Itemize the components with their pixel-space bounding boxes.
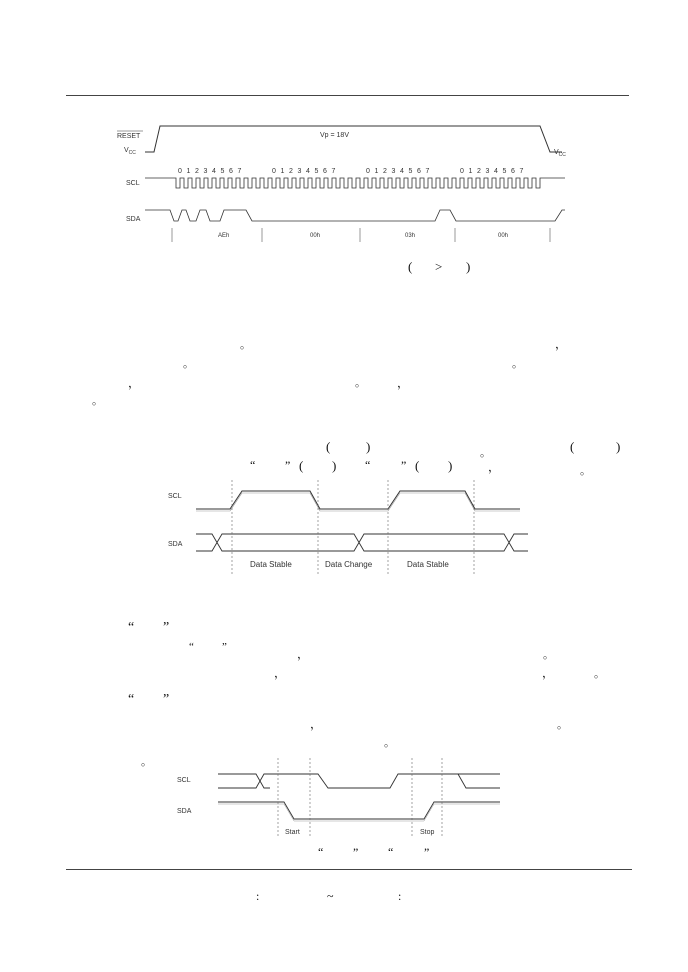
bit-number: 3 <box>203 168 208 175</box>
bit-number: 7 <box>331 168 336 175</box>
reset-trace <box>145 126 562 152</box>
punct: ， <box>397 376 410 390</box>
punct: ” <box>285 458 291 472</box>
punct: ， <box>488 460 501 474</box>
punct: ) <box>448 458 453 473</box>
header-rule <box>66 95 629 96</box>
sda-trace <box>218 802 500 819</box>
punct: 。 <box>594 668 605 680</box>
bit-number: 4 <box>400 168 404 175</box>
scl-label: SCL <box>177 777 191 784</box>
start-stop-diagram <box>160 758 520 844</box>
segment-label: 03h <box>405 233 416 239</box>
bit-number: 2 <box>195 168 199 175</box>
bit-number: 5 <box>314 168 319 175</box>
start-label: Start <box>285 829 300 836</box>
punct: 。 <box>92 395 103 407</box>
segment-label: 00h <box>310 233 321 239</box>
bit-number: 2 <box>383 168 387 175</box>
bit-number: 7 <box>237 168 242 175</box>
punct: “ <box>128 620 135 635</box>
punct: ( <box>299 458 304 473</box>
bit-number: 2 <box>477 168 481 175</box>
segment-label: 00h <box>498 233 509 239</box>
programming-timing-diagram <box>110 118 580 248</box>
bit-number: 3 <box>297 168 302 175</box>
bit-number: 0 <box>272 168 276 175</box>
bit-number: 2 <box>289 168 293 175</box>
stop-label: Stop <box>420 829 435 836</box>
caption-char: ” <box>424 845 430 859</box>
bit-number: 7 <box>519 168 524 175</box>
scl-label: SCL <box>168 493 182 500</box>
scl-label: SCL <box>126 180 140 187</box>
punct: 。 <box>183 358 194 370</box>
footer-char: ~ <box>327 889 334 903</box>
caption-char: “ <box>388 845 394 859</box>
punct: ， <box>128 376 141 390</box>
punct: 。 <box>580 465 591 477</box>
punct: ( <box>326 439 331 454</box>
punct: ” <box>163 620 170 635</box>
punct: ， <box>310 717 323 731</box>
vp-label: Vp = 18V <box>320 132 349 139</box>
bit-number: 4 <box>494 168 498 175</box>
punct: 。 <box>480 447 491 459</box>
region-label: Data Stable <box>407 560 449 569</box>
bit-number: 3 <box>485 168 490 175</box>
vcc-right-label: $V_{CC}$ <box>554 149 566 158</box>
bit-number: 6 <box>417 168 421 175</box>
sda-label: SDA <box>168 541 183 548</box>
caption-char: “ <box>318 845 324 859</box>
punct: ) <box>366 439 371 454</box>
punct: ， <box>297 647 310 661</box>
bit-number-group <box>178 168 524 175</box>
bit-number: 4 <box>212 168 216 175</box>
vcc-left-label: $V_{CC}$ <box>124 147 136 156</box>
footer-char: : <box>398 889 402 903</box>
punct: “ <box>189 641 194 653</box>
punct: 。 <box>384 737 395 749</box>
bit-number: 6 <box>229 168 233 175</box>
scl-trace <box>196 491 520 509</box>
scl-trace-b <box>218 774 500 788</box>
caption-char: ( <box>408 259 413 274</box>
footer-rule <box>66 869 632 870</box>
punct: ， <box>555 337 568 351</box>
scl-trace <box>145 178 565 188</box>
punct: ” <box>163 692 170 707</box>
sda-trace-shadow <box>218 804 500 821</box>
bit-number: 6 <box>323 168 327 175</box>
punct: ) <box>332 458 337 473</box>
bit-number: 1 <box>186 168 191 175</box>
punct: ” <box>222 641 227 653</box>
punct: 。 <box>557 719 568 731</box>
bit-number: 0 <box>178 168 182 175</box>
punct: “ <box>365 458 371 472</box>
bit-number: 0 <box>460 168 464 175</box>
caption-char: ” <box>353 845 359 859</box>
bit-number: 5 <box>502 168 507 175</box>
bit-number: 1 <box>280 168 285 175</box>
bit-number: 5 <box>408 168 413 175</box>
punct: ( <box>570 439 575 454</box>
punct: 。 <box>512 358 523 370</box>
bit-number: 1 <box>374 168 379 175</box>
reset-label: RESET <box>117 133 141 140</box>
bit-number: 3 <box>391 168 396 175</box>
caption-char: > <box>435 259 443 274</box>
bit-number: 4 <box>306 168 310 175</box>
punct: ) <box>616 439 621 454</box>
sda-trace <box>145 210 565 221</box>
punct: 。 <box>240 339 251 351</box>
scl-trace <box>218 774 270 788</box>
caption-char: ) <box>466 259 471 274</box>
punct: 。 <box>141 756 152 768</box>
punct: “ <box>250 458 256 472</box>
region-label: Data Stable <box>250 560 292 569</box>
punct: 。 <box>355 377 366 389</box>
data-validity-diagram <box>160 480 540 580</box>
region-label: Data Change <box>325 560 373 569</box>
bit-number: 6 <box>511 168 515 175</box>
bit-number: 5 <box>220 168 225 175</box>
segment-label: AEh <box>218 233 230 239</box>
footer-char: : <box>256 889 260 903</box>
bit-number: 0 <box>366 168 370 175</box>
punct: ” <box>401 458 407 472</box>
bit-number: 1 <box>468 168 473 175</box>
punct: ( <box>415 458 420 473</box>
punct: “ <box>128 692 135 707</box>
punct: ， <box>274 666 287 680</box>
bit-number: 7 <box>425 168 430 175</box>
sda-label: SDA <box>126 216 141 223</box>
sda-label: SDA <box>177 808 192 815</box>
punct: ， <box>542 666 555 680</box>
punct: 。 <box>543 649 554 661</box>
